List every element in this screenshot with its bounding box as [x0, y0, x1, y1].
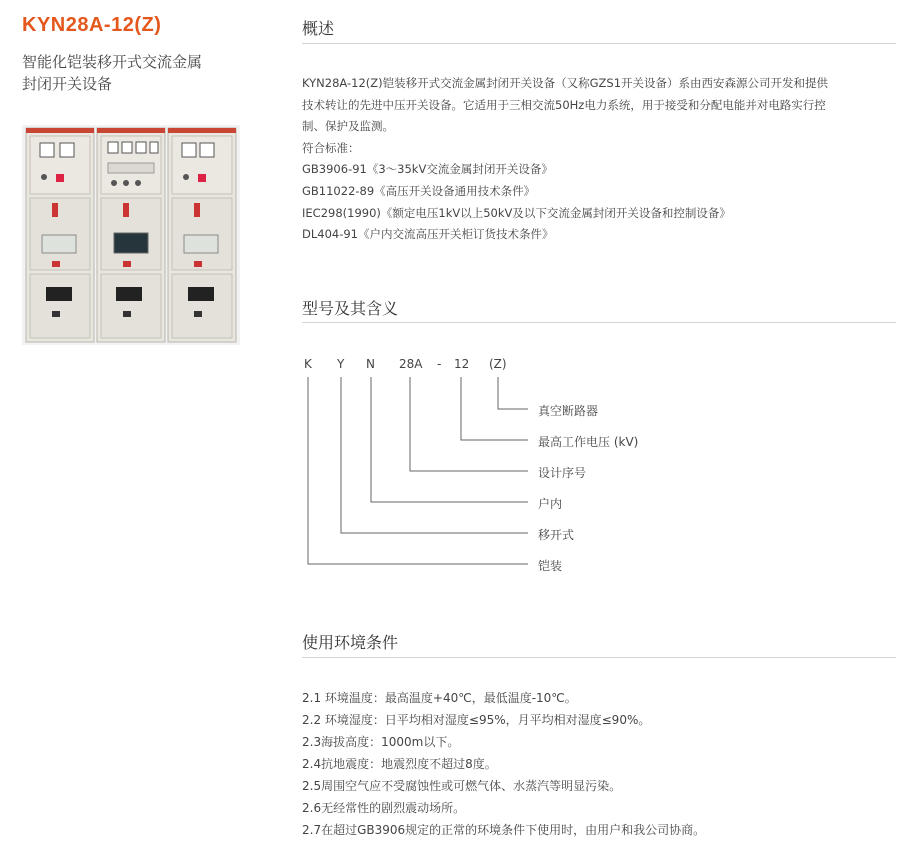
environment-item: 2.4抗地震度：地震烈度不超过8度。	[302, 757, 497, 771]
environment-item: 2.1 环境温度：最高温度+40℃，最低温度-10℃。	[302, 691, 577, 705]
product-subtitle-line1: 智能化铠装移开式交流金属	[22, 53, 203, 71]
model-meaning-vacuum-breaker: 真空断路器	[538, 404, 599, 418]
environment-heading: 使用环境条件	[302, 633, 399, 652]
model-meaning-max-voltage: 最高工作电压 (kV)	[538, 435, 639, 449]
model-code-28a: 28A	[399, 357, 423, 371]
overview-line: GB11022-89《高压开关设备通用技术条件》	[302, 183, 536, 198]
environment-item: 2.7在超过GB3906规定的正常的环境条件下使用时，由用户和我公司协商。	[302, 823, 706, 837]
model-code-dash: -	[437, 357, 442, 371]
model-meaning-indoor: 户内	[538, 497, 563, 511]
environment-item: 2.6无经常性的剧烈震动场所。	[302, 801, 466, 815]
overview-divider	[302, 43, 896, 44]
environment-item: 2.2 环境湿度：日平均相对湿度≤95%，月平均相对湿度≤90%。	[302, 713, 651, 727]
overview-heading: 概述	[302, 19, 335, 38]
product-subtitle-line2: 封闭开关设备	[22, 75, 113, 93]
overview-line: 技术转让的先进中压开关设备。它适用于三相交流50Hz电力系统，用于接受和分配电能并对电路实行控	[302, 97, 826, 112]
environment-divider	[302, 657, 896, 658]
model-heading: 型号及其含义	[302, 299, 399, 318]
model-meaning-design-no: 设计序号	[538, 466, 587, 480]
environment-item: 2.3海拔高度：1000m以下。	[302, 735, 460, 749]
overview-line: 符合标准：	[302, 140, 360, 155]
product-title: KYN28A-12(Z)	[22, 14, 162, 36]
model-code-n: N	[366, 357, 375, 371]
model-code-12: 12	[454, 357, 470, 371]
overview-line: 制、保护及监测。	[302, 119, 394, 134]
model-code-y: Y	[337, 357, 345, 371]
model-code-k: K	[304, 357, 312, 371]
overview-line: DL404-91《户内交流高压开关柜订货技术条件》	[302, 227, 554, 242]
model-meaning-withdrawable: 移开式	[538, 528, 575, 542]
overview-text	[302, 73, 898, 246]
overview-line: IEC298(1990)《额定电压1kV以上50kV及以下交流金属封闭开关设备和控制设备》	[302, 205, 731, 220]
overview-line: GB3906-91《3～35kV交流金属封闭开关设备》	[302, 162, 553, 177]
environment-item: 2.5周围空气应不受腐蚀性或可燃气体、水蒸汽等明显污染。	[302, 779, 622, 793]
model-bracket-diagram	[300, 374, 540, 574]
model-divider	[302, 322, 896, 323]
model-code-z: (Z)	[489, 357, 507, 371]
switchgear-product-image	[22, 125, 240, 345]
overview-line: KYN28A-12(Z)铠装移开式交流金属封闭开关设备（又称GZS1开关设备）系由西安森源公司开发和提供	[302, 76, 829, 90]
model-meaning-armored: 铠装	[538, 559, 563, 573]
